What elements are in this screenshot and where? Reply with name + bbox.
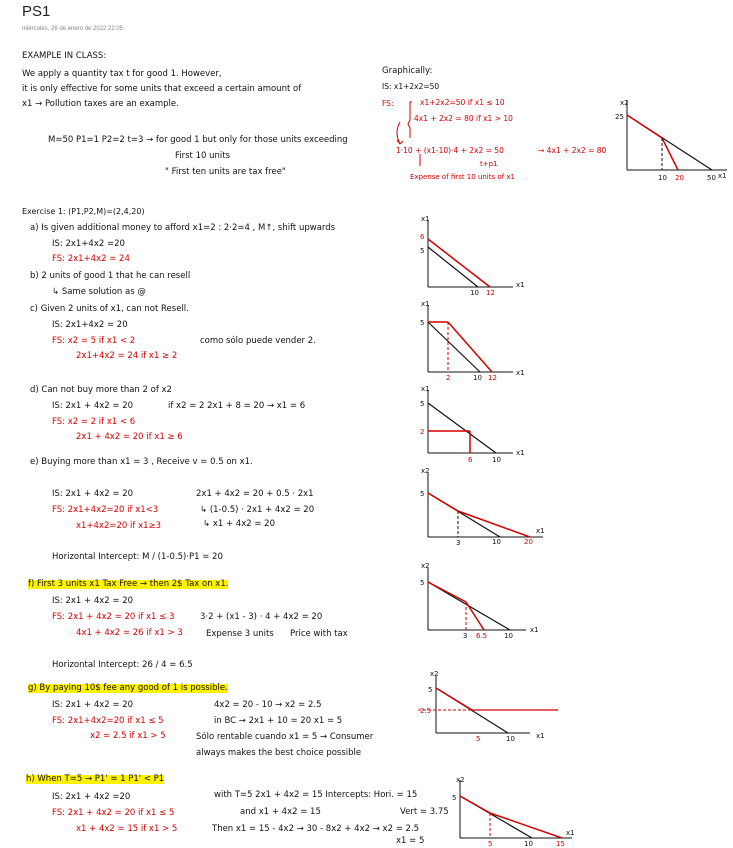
page-date: miércoles, 26 de enero de 2022 (22, 26, 107, 32)
h-graph-ylabel: x2 (456, 776, 465, 784)
intro-graph-t50: 50 (707, 174, 716, 182)
f-graph-y5: 5 (420, 579, 425, 587)
c-graph-t2: 2 (446, 374, 451, 382)
a-graph-t10: 10 (470, 289, 479, 297)
intro-graph-t20: 20 (675, 174, 684, 182)
graphically-title: Graphically: (382, 66, 433, 76)
c-graph-ylabel: x1 (421, 300, 430, 308)
e-graph (418, 465, 558, 545)
page-time: 22:05 (108, 26, 124, 32)
c-graph-y5: 5 (420, 319, 425, 327)
h-graph-xlabel: x1 (566, 829, 575, 837)
intro-graph-t10: 10 (658, 174, 667, 182)
e-graph-y5: 5 (420, 490, 425, 498)
g-fs2: x2 = 2.5 if x1 > 5 (90, 731, 166, 741)
example-heading: EXAMPLE IN CLASS: (22, 51, 107, 61)
d-graph-y5: 5 (420, 400, 425, 408)
d-graph-ylabel: x1 (421, 385, 430, 393)
page-title: PS1 (22, 3, 51, 20)
e-question: e) Buying more than x1 = 3 , Receive v = 0.5 on x1. (30, 457, 253, 467)
graphically-fs-label: FS: (382, 99, 394, 108)
g-graph (418, 668, 558, 743)
intro-taxfree: " First ten units are tax free" (165, 167, 286, 177)
f-graph-t65: 6.5 (476, 632, 488, 640)
d-graph-xlabel: x1 (516, 449, 525, 457)
h-question: h) When T=5 → P1' = 1 P1' < P1 (26, 774, 165, 784)
d-graph-t10: 10 (492, 456, 501, 464)
a-is: IS: 2x1+4x2 =20 (52, 239, 125, 249)
intro-first10: First 10 units (175, 151, 231, 161)
intro-line-2: it is only effective for some units that exceed a certain amount of (22, 84, 302, 94)
e-r1: 2x1 + 4x2 = 20 + 0.5 · 2x1 (196, 489, 314, 499)
g-graph-y25: 2.5 (420, 707, 432, 715)
a-fs: FS: 2x1+4x2 = 24 (52, 254, 130, 264)
h-graph-t5: 5 (488, 840, 493, 848)
h-is: IS: 2x1 + 4x2 =20 (52, 792, 131, 802)
g-graph-t10: 10 (506, 735, 515, 743)
c-fs1-note: como sólo puede vender 2. (200, 336, 316, 346)
h-graph-t10: 10 (524, 840, 533, 848)
f-graph-ylabel: x2 (421, 562, 430, 570)
g-fs1: FS: 2x1+4x2=20 if x1 ≤ 5 (52, 716, 164, 726)
ex1-title: Exercise 1: (P1,P2,M)=(2,4,20) (22, 207, 145, 216)
c-fs2: 2x1+4x2 = 24 if x1 ≥ 2 (76, 351, 178, 361)
graphically-is: IS: x1+2x2=50 (382, 82, 440, 91)
intro-line-1: We apply a quantity tax t for good 1. However, (22, 69, 222, 79)
f-graph (418, 560, 548, 645)
e-graph-ylabel: x2 (421, 467, 430, 475)
a-question: a) Is given additional money to afford x1=2 : 2·2=4 , M↑, shift upwards (30, 223, 336, 233)
h-graph-y5: 5 (452, 794, 457, 802)
intro-graph-xlabel: x1 (718, 172, 727, 180)
e-graph-t10: 10 (492, 538, 501, 546)
h-r2b: Vert = 3.75 (400, 807, 449, 817)
d-is: IS: 2x1 + 4x2 = 20 (52, 401, 134, 411)
g-graph-y5: 5 (428, 686, 433, 694)
a-graph-t12: 12 (486, 289, 495, 297)
d-graph-t6: 6 (468, 456, 473, 464)
e-r2: ↳ (1-0.5) · 2x1 + 4x2 = 20 (200, 505, 315, 515)
g-question: g) By paying 10$ fee any good of 1 is possible. (28, 683, 228, 693)
graphically-result: → 4x1 + 2x2 = 80 (538, 146, 607, 155)
f-horiz: Horizontal Intercept: 26 / 4 = 6.5 (52, 660, 193, 670)
g-graph-t5: 5 (476, 735, 481, 743)
f-question: f) First 3 units x1 Tax Free → then 2$ Tax on x1. (28, 579, 229, 589)
d-fs2: 2x1 + 4x2 = 20 if x1 ≥ 6 (76, 432, 183, 442)
e-horiz: Horizontal Intercept: M / (1-0.5)·P1 = 20 (52, 552, 223, 562)
f-r2: Expense 3 units (206, 629, 274, 639)
g-r1: 4x2 = 20 - 10 → x2 = 2.5 (214, 700, 322, 710)
d-graph-y2: 2 (420, 428, 425, 436)
c-fs1: FS: x2 = 5 if x1 < 2 (52, 336, 136, 346)
f-r3: Price with tax (290, 629, 348, 639)
e-fs2: x1+4x2=20 if x1≥3 (76, 521, 162, 531)
graphically-fs1: x1+2x2=50 if x1 ≤ 10 (420, 98, 505, 107)
e-graph-t3: 3 (456, 539, 461, 547)
d-mid: if x2 = 2 2x1 + 8 = 20 → x1 = 6 (168, 401, 306, 411)
f-graph-t10: 10 (504, 632, 513, 640)
d-graph (418, 385, 528, 465)
b-note: ↳ Same solution as @ (52, 287, 146, 297)
g-r4: always makes the best choice possible (196, 748, 362, 758)
e-fs1: FS: 2x1+4x2=20 if x1<3 (52, 505, 159, 515)
g-graph-xlabel: x1 (536, 732, 545, 740)
h-graph-t15: 15 (556, 840, 565, 848)
graphically-brace (380, 96, 440, 156)
intro-line-3: x1 → Pollution taxes are an example. (22, 99, 179, 109)
graphically-calc: 1·10 + (x1-10)·4 + 2x2 = 50 (396, 146, 504, 155)
f-graph-t3: 3 (463, 632, 468, 640)
intro-graph (612, 98, 727, 182)
f-graph-xlabel: x1 (530, 626, 539, 634)
graphically-fs2: 4x1 + 2x2 = 80 if x1 > 10 (414, 114, 513, 123)
a-graph-xlabel: x1 (516, 281, 525, 289)
a-graph-y5: 5 (420, 247, 425, 255)
h-fs2: x1 + 4x2 = 15 if x1 > 5 (76, 824, 178, 834)
h-r1: with T=5 2x1 + 4x2 = 15 Intercepts: Hori. = 15 (214, 790, 418, 800)
g-is: IS: 2x1 + 4x2 = 20 (52, 700, 134, 710)
c-graph-t10: 10 (473, 374, 482, 382)
h-r4: x1 = 5 (396, 836, 425, 846)
h-graph (450, 772, 585, 848)
intro-graph-y25: 25 (615, 113, 624, 121)
e-graph-t20: 20 (524, 538, 533, 546)
f-r1: 3·2 + (x1 - 3) · 4 + 4x2 = 20 (200, 612, 323, 622)
b-question: b) 2 units of good 1 that he can resell (30, 271, 191, 281)
h-fs1: FS: 2x1 + 4x2 = 20 if x1 ≤ 5 (52, 808, 175, 818)
c-graph (418, 300, 528, 380)
e-is: IS: 2x1 + 4x2 = 20 (52, 489, 134, 499)
d-question: d) Can not buy more than 2 of x2 (30, 385, 172, 395)
h-r2: and x1 + 4x2 = 15 (240, 807, 321, 817)
graphically-expense: Expense of first 10 units of x1 (410, 173, 515, 181)
f-is: IS: 2x1 + 4x2 = 20 (52, 596, 134, 606)
g-graph-ylabel: x2 (430, 670, 439, 678)
intro-params: M=50 P1=1 P2=2 t=3 → for good 1 but only for those units exceeding (48, 135, 348, 145)
g-r3: Sólo rentable cuando x1 = 5 → Consumer (196, 732, 374, 742)
c-is: IS: 2x1+4x2 = 20 (52, 320, 128, 330)
h-r3: Then x1 = 15 - 4x2 → 30 - 8x2 + 4x2 → x2 = 2.5 (212, 824, 420, 834)
graphically-tp: t+p1 (480, 160, 498, 168)
a-graph-ylabel: x1 (421, 215, 430, 223)
e-graph-xlabel: x1 (536, 527, 545, 535)
f-fs1: FS: 2x1 + 4x2 = 20 if x1 ≤ 3 (52, 612, 175, 622)
intro-graph-ylabel: x2 (620, 99, 629, 107)
a-graph (418, 215, 528, 295)
g-r2: in BC → 2x1 + 10 = 20 x1 = 5 (214, 716, 343, 726)
c-graph-xlabel: x1 (516, 369, 525, 377)
d-fs1: FS: x2 = 2 if x1 < 6 (52, 417, 136, 427)
c-graph-t12: 12 (488, 374, 497, 382)
c-question: c) Given 2 units of x1, can not Resell. (30, 304, 189, 314)
f-fs2: 4x1 + 4x2 = 26 if x1 > 3 (76, 628, 183, 638)
a-graph-y6: 6 (420, 233, 425, 241)
e-r3: ↳ x1 + 4x2 = 20 (203, 519, 275, 529)
